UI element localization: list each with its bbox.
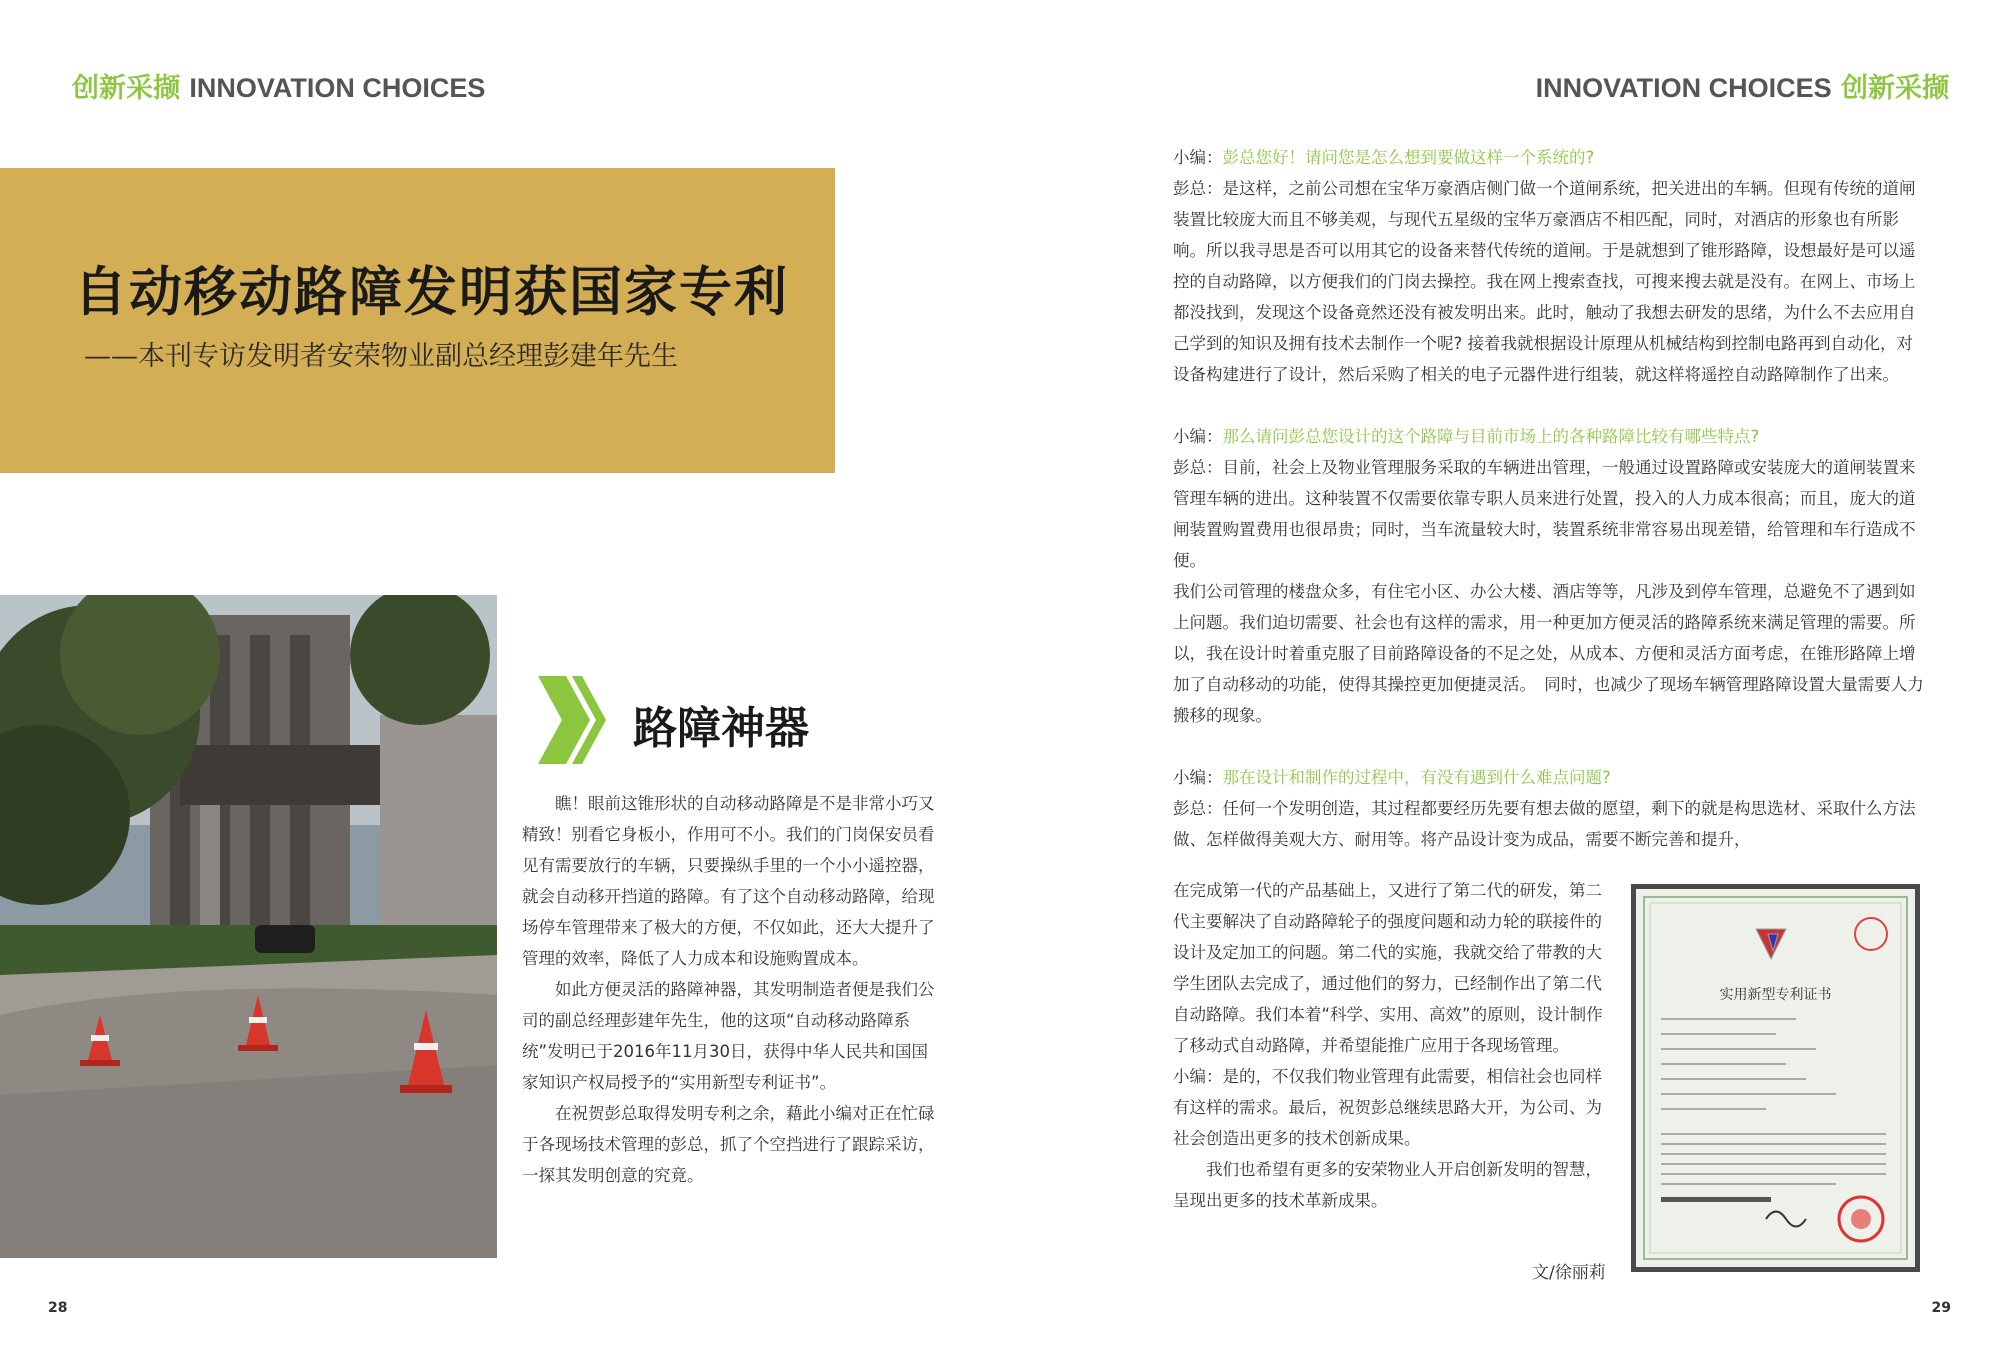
left-paragraph-1: 瞧！眼前这锥形状的自动移动路障是不是非常小巧又精致！别看它身板小，作用可不小。我们的门岗保安员看见有需要放行的车辆，只要操纵手里的一个小小遥控器，就会自动移开挡道的路障。有了这个自动移动路障，给现场停车管理带来了极大的方便，不仅如此，还大大提升了管理的效率，降低了人力成本和设施购置成本。: [522, 794, 935, 968]
patent-certificate-image: [1631, 884, 1920, 1272]
answer-1: 彭总：是这样，之前公司想在宝华万豪酒店侧门做一个道闸系统，把关进出的车辆。但现有传统的道闸装置比较庞大而且不够美观，与现代五星级的宝华万豪酒店不相匹配，同时，对酒店的形象也有所影响。所以我寻思是否可以用其它的设备来替代传统的道闸。于是就想到了锥形路障，设想最好是可以遥控的自动路障，以方便我们的门岗去操控。我在网上搜索查找，可搜来搜去就是没有。在网上、市场上都没找到，发现这个设备竟然还没有被发明出来。此时，触动了我想去研发的思绪，为什么不去应用自己学到的知识及拥有技术去制作一个呢? 接着我就根据设计原理从机械结构到控制电路再到自动化，对设备构建进行了设计，然后采购了相关的电子元器件进行组装，就这样将遥控自动路障制作了出来。: [1173, 179, 1916, 384]
page-number-left: 28: [48, 1300, 68, 1316]
section-title: 路障神器: [633, 703, 809, 754]
header-right: [1536, 66, 1949, 105]
main-title: 自动移动路障发明获国家专利: [74, 261, 789, 323]
street-photo: [0, 595, 497, 1258]
lower-paragraph-3: 我们也希望有更多的安荣物业人开启创新发明的智慧，呈现出更多的技术革新成果。: [1173, 1160, 1602, 1210]
question-3: [1173, 762, 1925, 793]
left-article-text: [522, 788, 937, 1191]
question-1: [1173, 142, 1925, 173]
interview-continued: [1173, 875, 1616, 1216]
interview-block-3: [1173, 762, 1925, 855]
left-paragraph-2: 如此方便灵活的路障神器，其发明制造者便是我们公司的副总经理彭建年先生，他的这项“自动移动路障系统”发明已于2016年11月30日，获得中华人民共和国国家知识产权局授予的“实用新型专利证书”。: [522, 980, 935, 1092]
header-left-en: INNOVATION CHOICES: [189, 73, 486, 103]
interview-block-2: [1173, 421, 1925, 731]
left-paragraph-3: 在祝贺彭总取得发明专利之余，藉此小编对正在忙碌于各现场技术管理的彭总，抓了个空挡进行了跟踪采访，一探其发明创意的究竟。: [522, 1104, 935, 1185]
question-text: 那在设计和制作的过程中，有没有遇到什么难点问题?: [1222, 768, 1611, 787]
chevron-double-icon: [538, 676, 618, 764]
header-left-cn: 创新采撷: [72, 73, 180, 104]
answer-2b: 我们公司管理的楼盘众多，有住宅小区、办公大楼、酒店等等，凡涉及到停车管理，总避免不了遇到如上问题。我们迫切需要、社会也有这样的需求，用一种更加方便灵活的路障系统来满足管理的需要。所以，我在设计时着重克服了目前路障设备的不足之处，从成本、方便和灵活方面考虑，在锥形路障上增加了自动移动的功能，使得其操控更加便捷灵活。 同时，也减少了现场车辆管理路障设置大量需要人力搬移的现象。: [1173, 582, 1924, 725]
lower-paragraph-1: 在完成第一代的产品基础上，又进行了第二代的研发，第二代主要解决了自动路障轮子的强度问题和动力轮的联接件的设计及定加工的问题。第二代的实施，我就交给了带教的大学生团队去完成了，通过他们的努力，已经制作出了第二代自动路障。我们本着“科学、实用、高效”的原则，设计制作了移动式自动路障，并希望能推广应用于各现场管理。: [1173, 881, 1603, 1055]
question-text: 那么请问彭总您设计的这个路障与目前市场上的各种路障比较有哪些特点?: [1222, 427, 1760, 446]
question-label: 小编：: [1173, 148, 1223, 167]
title-box: [0, 168, 835, 473]
lower-paragraph-2: 小编：是的，不仅我们物业管理有此需要，相信社会也同样有这样的需求。最后，祝贺彭总继续思路大开，为公司、为社会创造出更多的技术创新成果。: [1173, 1067, 1602, 1148]
question-2: [1173, 421, 1925, 452]
question-label: 小编：: [1173, 768, 1223, 787]
header-right-cn: 创新采撷: [1841, 73, 1949, 104]
question-text: 彭总您好！请问您是怎么想到要做这样一个系统的?: [1222, 148, 1595, 167]
question-label: 小编：: [1173, 427, 1223, 446]
sub-title: ——本刊专访发明者安荣物业副总经理彭建年先生: [84, 341, 678, 372]
interview-block-1: [1173, 142, 1925, 390]
answer-2a: 彭总：目前，社会上及物业管理服务采取的车辆进出管理，一般通过设置路障或安装庞大的道闸装置来管理车辆的进出。这种装置不仅需要依靠专职人员来进行处置，投入的人力成本很高；而且，庞大的道闸装置购置费用也很昂贵；同时，当车流量较大时，装置系统非常容易出现差错，给管理和车行造成不便。: [1173, 458, 1916, 570]
page-number-right: 29: [1931, 1300, 1951, 1316]
author-credit: 文/徐丽莉: [1532, 1263, 1606, 1283]
certificate-paper: [1636, 889, 1915, 1267]
header-right-en: INNOVATION CHOICES: [1535, 73, 1832, 103]
certificate-title: 实用新型专利证书: [1719, 987, 1832, 1003]
answer-3: 彭总：任何一个发明创造，其过程都要经历先要有想去做的愿望，剩下的就是构思选材、采取什么方法做、怎样做得美观大方、耐用等。将产品设计变为成品，需要不断完善和提升，: [1173, 799, 1916, 849]
header-left: [72, 66, 485, 105]
interview-column: [1173, 142, 1925, 855]
